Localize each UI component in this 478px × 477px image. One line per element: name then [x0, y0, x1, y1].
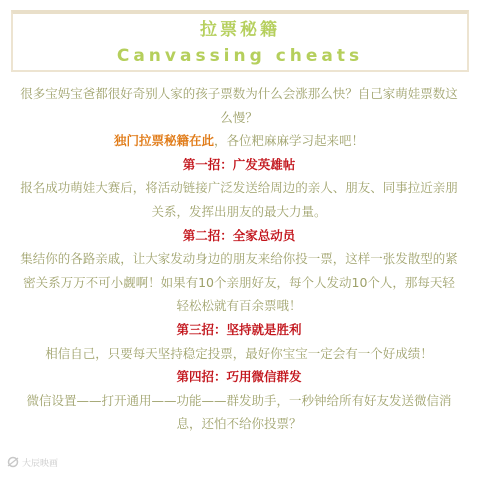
brand-logo-icon: [6, 456, 20, 468]
section-heading: 第二招：全家总动员: [182, 227, 296, 243]
watermark: [6, 455, 58, 469]
section-body: 集结你的各路亲戚，让大家发动身边的朋友来给你投一票，这样一张发散型的紧密关系万万不可小觑啊！如果有10个亲朋好友，每个人发动10个人，那每天轻轻松松就有百余票哦！: [20, 251, 458, 314]
article-body: [18, 82, 460, 436]
section-heading: 第一招：广发英雄帖: [182, 156, 296, 172]
lead-highlight: 独门拉票秘籍在此: [113, 133, 214, 149]
lead-rest: ，各位粑麻麻学习起来吧！: [214, 133, 365, 149]
section-body: 相信自己，只要每天坚持稳定投票，最好你宝宝一定会有一个好成绩！: [45, 345, 433, 361]
section-body: 报名成功萌娃大赛后，将活动链接广泛发送给周边的亲人、朋友、同事拉近亲朋关系，发挥出朋友的最大力量。: [20, 180, 458, 219]
section-body: 微信设置——打开通用——功能——群发助手，一秒钟给所有好友发送微信消息，还怕不给你投票？: [26, 392, 452, 432]
page-subtitle: Canvassing cheats: [116, 46, 364, 66]
intro-paragraph: 很多宝妈宝爸都很好奇别人家的孩子票数为什么会涨那么快？自己家萌娃票数这么慢？: [20, 86, 458, 125]
section-heading: 第四招：巧用微信群发: [176, 369, 302, 385]
watermark-text: 大辰映画: [22, 458, 59, 469]
section-heading: 第三招：坚持就是胜利: [176, 321, 302, 337]
lead-line: [18, 129, 460, 153]
title-banner: [11, 10, 469, 72]
page-title: 拉票秘籍: [200, 20, 280, 40]
